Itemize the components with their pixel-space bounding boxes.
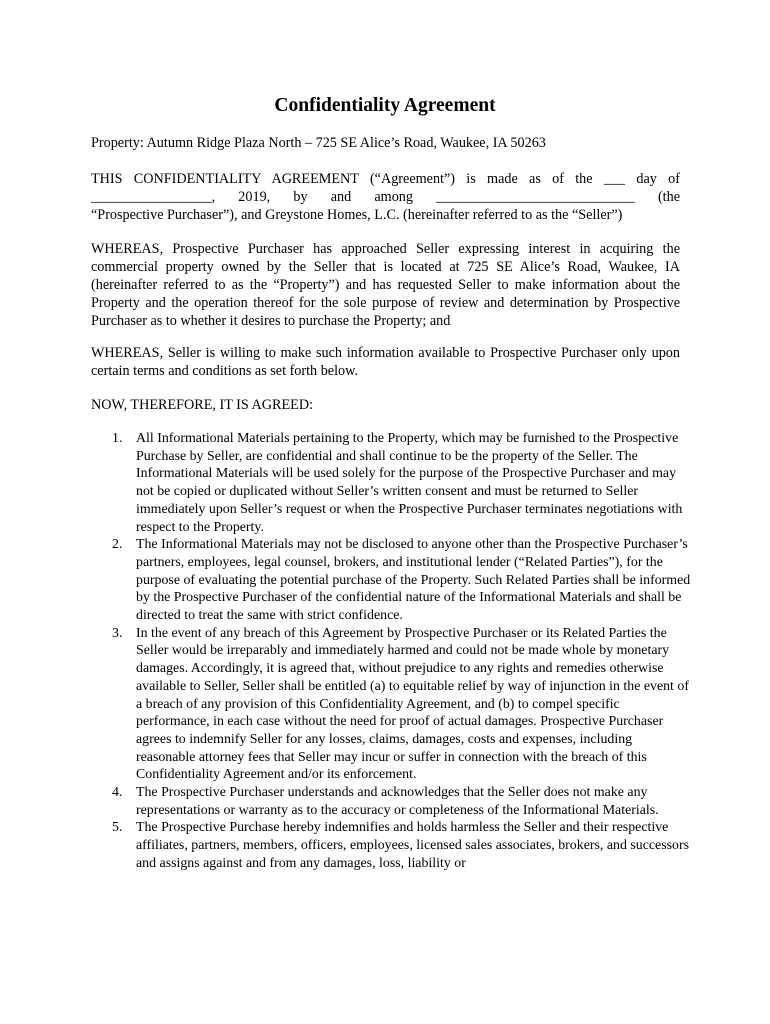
clause-number: 2. [112, 537, 123, 553]
intro-paragraph [91, 170, 680, 224]
clause-item [91, 784, 691, 819]
clause-list [91, 430, 691, 873]
property-line: Property: Autumn Ridge Plaza North – 725 SE Alice’s Road, Waukee, IA 50263 [91, 135, 546, 151]
intro-line-2: _________________, 2019, by and among ____________________________ (the [91, 189, 680, 205]
clause-text: All Informational Materials pertaining to the Property, which may be furnished to the Prospective Purchase by Seller, are confidential and shall continue to be the property of the Seller. The Informational Materials will be used solely for the purpose of the Prospective Purchaser and may not be copied or duplicated without Seller’s written consent and must be returned to Seller immediately upon Seller’s request or when the Prospective Purchaser terminates negotiations with respect to the Property. [136, 431, 683, 535]
clause-text: In the event of any breach of this Agreement by Prospective Purchaser or its Related Parties the Seller would be irreparably and immediately harmed and could not be made whole by monetary damages. Accordingly, it is agreed that, without prejudice to any rights and remedies otherwise available to Seller, Seller shall be entitled (a) to equitable relief by way of injunction in the event of a breach of any provision of this Confidentiality Agreement, and (b) to compel specific performance, in each case without the need for proof of actual damages. Prospective Purchaser agrees to indemnify Seller for any losses, claims, damages, costs and expenses, including reasonable attorney fees that Seller may incur or suffer in connection with the breach of this Confidentiality Agreement and/or its enforcement. [136, 625, 689, 783]
now-therefore-heading: NOW, THEREFORE, IT IS AGREED: [91, 397, 314, 413]
clause-text: The Prospective Purchaser understands and acknowledges that the Seller does not make any representations or warranty as to the accuracy or completeness of the Informational Materials. [136, 785, 659, 818]
clause-text: The Informational Materials may not be disclosed to anyone other than the Prospective Purchaser’s partners, employees, legal counsel, brokers, and institutional lender (“Related Parties”), for the purpose of evaluating the potential purchase of the Property. Such Related Parties shall be informed by the Prospective Purchaser of the confidential nature of the Informational Materials and shall be directed to treat the same with strict confidence. [136, 537, 691, 624]
clause-number: 4. [112, 785, 123, 801]
clause-number: 1. [112, 431, 123, 446]
clause-item [91, 625, 691, 784]
intro-line-1: THIS CONFIDENTIALITY AGREEMENT (“Agreement”) is made as of the ___ day of [91, 171, 680, 187]
document-title: Confidentiality Agreement [274, 95, 496, 116]
clause-item [91, 430, 691, 536]
whereas-paragraph-1: WHEREAS, Prospective Purchaser has approached Seller expressing interest in acquiring the commercial property owned by the Seller that is located at 725 SE Alice’s Road, Waukee, IA (hereinafter referred to as the “Property”) and has requested Seller to make information about the Property and the operation thereof for the sole purpose of review and determination by Prospective Purchaser as to whether it desires to purchase the Property; and [91, 241, 680, 329]
clause-number: 3. [112, 625, 123, 641]
clause-item [91, 536, 691, 625]
clause-item [91, 819, 691, 872]
intro-line-3: “Prospective Purchaser”), and Greystone Homes, L.C. (hereinafter referred to as the “Seller”) [91, 207, 623, 223]
clause-number: 5. [112, 820, 123, 836]
whereas-paragraph-2: WHEREAS, Seller is willing to make such information available to Prospective Purchaser only upon certain terms and conditions as set forth below. [91, 345, 680, 379]
clause-text: The Prospective Purchase hereby indemnifies and holds harmless the Seller and their respective affiliates, partners, members, officers, employees, licensed sales associates, brokers, and successors and assigns against and from any damages, loss, liability or [136, 820, 690, 871]
